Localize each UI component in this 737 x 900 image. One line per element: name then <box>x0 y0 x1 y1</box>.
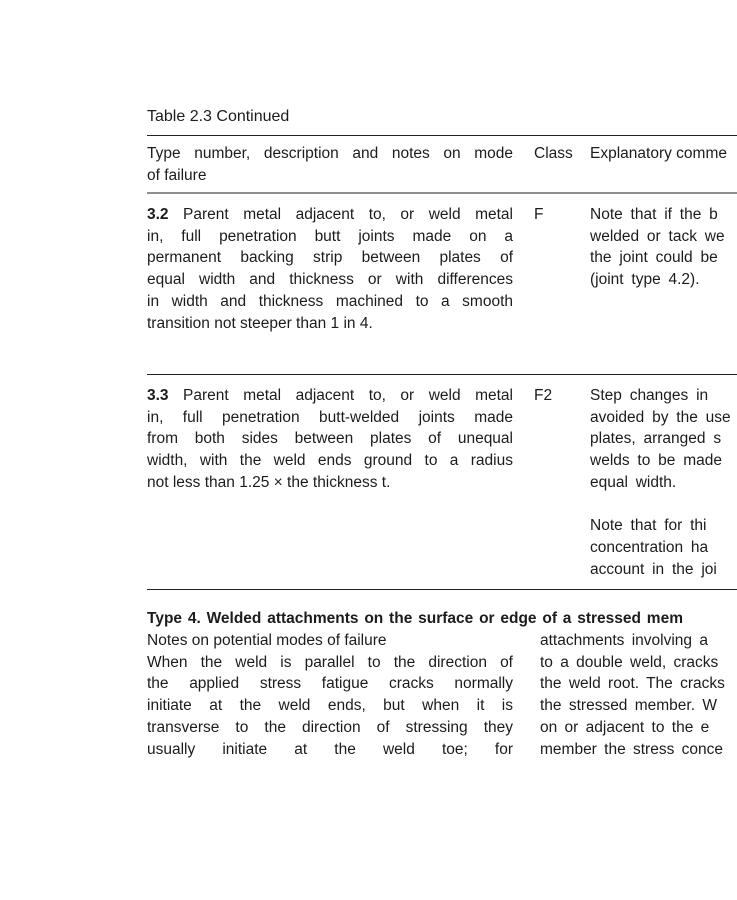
header-col-class: Class <box>534 145 573 162</box>
row-3-2-description: 3.2 Parent metal adjacent to, or weld metal in, full penetration butt joints made on a permanent backing strip between plates of equal width and thickness or with differences in width and thickness machined to a smooth transition not steeper than 1 in 4. <box>147 206 513 332</box>
row-divider-rule <box>147 374 737 375</box>
section-heading: Type 4. Welded attachments on the surface or edge of a stressed mem <box>147 610 683 627</box>
section-left-column: Notes on potential modes of failure When the weld is parallel to the direction of the applied stress fatigue cracks normally initiate at the weld ends, but when it is transverse to the direction of stressing they usually initiate at the weld toe; for <box>147 632 513 758</box>
row-3-2-class: F <box>534 206 544 223</box>
row-3-3-class: F2 <box>534 387 553 404</box>
row-3-2-comments: Note that if the b welded or tack we the joint could be (joint type 4.2). <box>590 206 725 289</box>
header-col-description: Type number, description and notes on mode of failure <box>147 145 513 184</box>
row-3-3-description: 3.3 Parent metal adjacent to, or weld metal in, full penetration butt-welded joints made from both sides between plates of unequal width, with the weld ends ground to a radius not less than 1.25 × the thickness t. <box>147 387 513 491</box>
section-right-column: attachments involving a to a double weld, cracks the weld root. The cracks the stressed member. W on or adjacent to the e member the stress conce <box>540 632 725 758</box>
header-bottom-rule <box>147 192 737 194</box>
row-3-3-comments: Step changes in avoided by the use plates, arranged s welds to be made equal width. Note that for thi concentration ha account in the joi <box>590 387 731 578</box>
table-title: Table 2.3 Continued <box>147 108 290 125</box>
header-col-comments: Explanatory comme <box>590 145 727 162</box>
table-bottom-rule <box>147 589 737 590</box>
table-top-rule <box>147 135 737 136</box>
